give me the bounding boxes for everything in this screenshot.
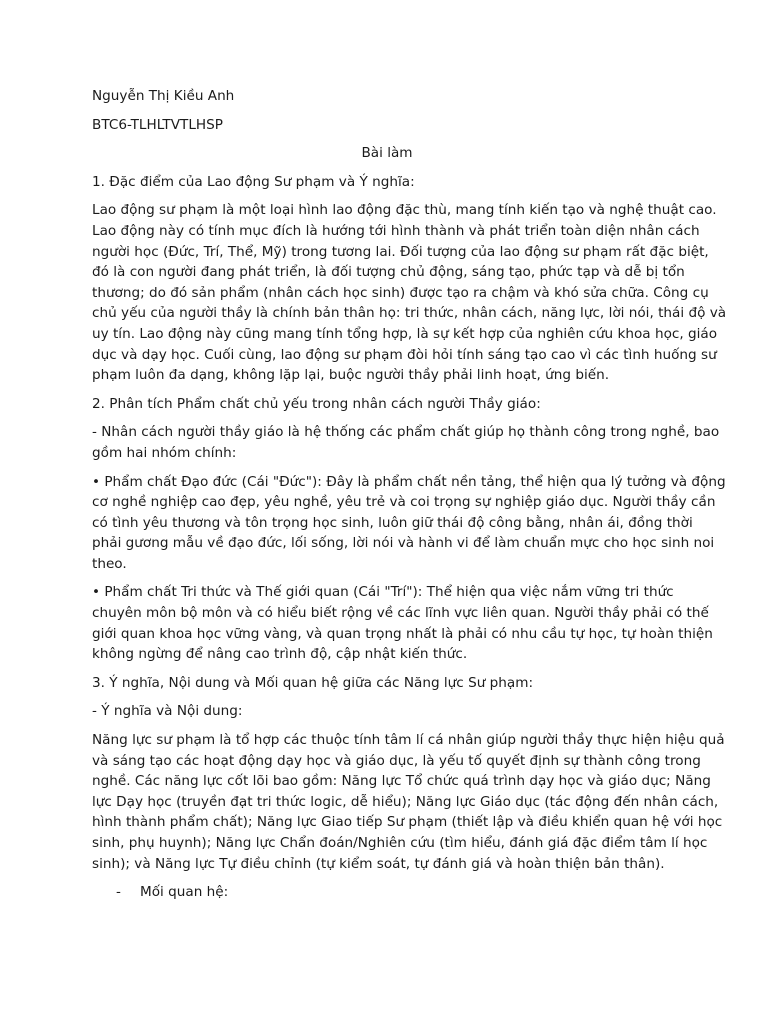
paragraph-line: sinh, phụ huynh); Năng lực Chẩn đoán/Nghiên cứu (tìm hiểu, đánh giá đặc điểm tâm lí học (92, 835, 708, 851)
paragraph-line: cơ nghề nghiệp cao đẹp, yêu nghề, yêu trẻ và coi trọng sự nghiệp giáo dục. Người thầy cần (92, 494, 716, 511)
paragraph-line: Lao động này có tính mục đích là hướng tới hình thành và phát triển toàn diện nhân cách (92, 222, 700, 239)
list-bullet: - (116, 884, 121, 901)
paragraph-line: nghề. Các năng lực cốt lõi bao gồm: Năng lực Tổ chức quá trình dạy học và giáo dục; Năng (92, 773, 711, 790)
class-code: BTC6-TLHLTVTLHSP (92, 116, 223, 133)
paragraph-line: uy tín. Lao động này cũng mang tính tổng hợp, là sự kết hợp của nghiên cứu khoa học, giáo (92, 325, 718, 342)
paragraph-line: Lao động sư phạm là một loại hình lao động đặc thù, mang tính kiến tạo và nghệ thuật cao. (92, 202, 717, 219)
paragraph-line: chuyên môn bộ môn và có hiểu biết rộng về các lĩnh vực liên quan. Người thầy phải có thế (92, 605, 709, 622)
paragraph-line: và sáng tạo các hoạt động dạy học và giáo dục, là yếu tố quyết định sự thành công trong (92, 752, 701, 769)
document-body (92, 86, 727, 901)
paragraph-line: phạm luôn đa dạng, không lặp lại, buộc người thầy phải linh hoạt, ứng biến. (92, 367, 610, 384)
paragraph-line: theo. (92, 555, 127, 572)
paragraph-line: sinh); và Năng lực Tự điều chỉnh (tự kiểm soát, tự đánh giá và hoàn thiện bản thân). (92, 855, 665, 872)
section-3-subtitle: - Ý nghĩa và Nội dung: (92, 703, 243, 720)
paragraph-line: không ngừng để nâng cao trình độ, cập nhật kiến thức. (92, 646, 468, 663)
section-1-title: 1. Đặc điểm của Lao động Sư phạm và Ý nghĩa: (92, 173, 415, 190)
relation-label: Mối quan hệ: (140, 884, 229, 901)
paragraph-line: dục và dạy học. Cuối cùng, lao động sư phạm đòi hỏi tính sáng tạo cao vì các tình huống sư (92, 346, 717, 363)
section-3-title: 3. Ý nghĩa, Nội dung và Mối quan hệ giữa các Năng lực Sư phạm: (92, 674, 534, 691)
section-2-title: 2. Phân tích Phẩm chất chủ yếu trong nhân cách người Thầy giáo: (92, 395, 541, 412)
paragraph-line: thương; do đó sản phẩm (nhân cách học sinh) được tạo ra chậm và khó sửa chữa. Công cụ (92, 284, 709, 301)
knowledge-quality-paragraph (92, 582, 713, 664)
paragraph-line: giới quan khoa học vững vàng, và quan trọng nhất là phải có nhu cầu tự học, tự hoàn thiện (92, 625, 713, 642)
paragraph-line: • Phẩm chất Đạo đức (Cái "Đức"): Đây là phẩm chất nền tảng, thể hiện qua lý tưởng và động (92, 473, 726, 490)
section-3-paragraph (92, 730, 725, 874)
paragraph-line: gồm hai nhóm chính: (92, 444, 237, 461)
ethics-quality-paragraph (92, 472, 726, 575)
document-heading: Bài làm (361, 145, 413, 162)
paragraph-line: • Phẩm chất Tri thức và Thế giới quan (Cái "Trí"): Thể hiện qua việc nắm vững tri thức (92, 584, 674, 601)
section-2-intro (92, 422, 720, 463)
paragraph-line: lực Dạy học (truyền đạt tri thức logic, dễ hiểu); Năng lực Giáo dục (tác động đến nhân cách, (92, 793, 719, 810)
paragraph-line: - Nhân cách người thầy giáo là hệ thống các phẩm chất giúp họ thành công trong nghề, bao (92, 424, 720, 441)
paragraph-line: có tình yêu thương và tôn trọng học sinh, luôn giữ thái độ công bằng, nhân ái, đồng thời (92, 514, 693, 531)
paragraph-line: người học (Đức, Trí, Thể, Mỹ) trong tương lai. Đối tượng của lao động sư phạm rất đặc biệt, (92, 243, 709, 260)
paragraph-line: hình thành phẩm chất); Năng lực Giao tiếp Sư phạm (thiết lập và điều khiển quan hệ với học (92, 814, 723, 831)
section-1-paragraph (92, 200, 727, 385)
paragraph-line: phải gương mẫu về đạo đức, lối sống, lời nói và hành vi để làm chuẩn mực cho học sinh noi (92, 535, 715, 552)
paragraph-line: Năng lực sư phạm là tổ hợp các thuộc tính tâm lí cá nhân giúp người thầy thực hiện hiệu quả (92, 732, 725, 749)
paragraph-line: đó là con người đang phát triển, là đối tượng chủ động, sáng tạo, phức tạp và dễ bị tổn (92, 264, 685, 281)
author-name: Nguyễn Thị Kiều Anh (92, 88, 235, 104)
paragraph-line: chủ yếu của người thầy là chính bản thân họ: tri thức, nhân cách, năng lực, lời nói, thái độ và (92, 305, 727, 322)
